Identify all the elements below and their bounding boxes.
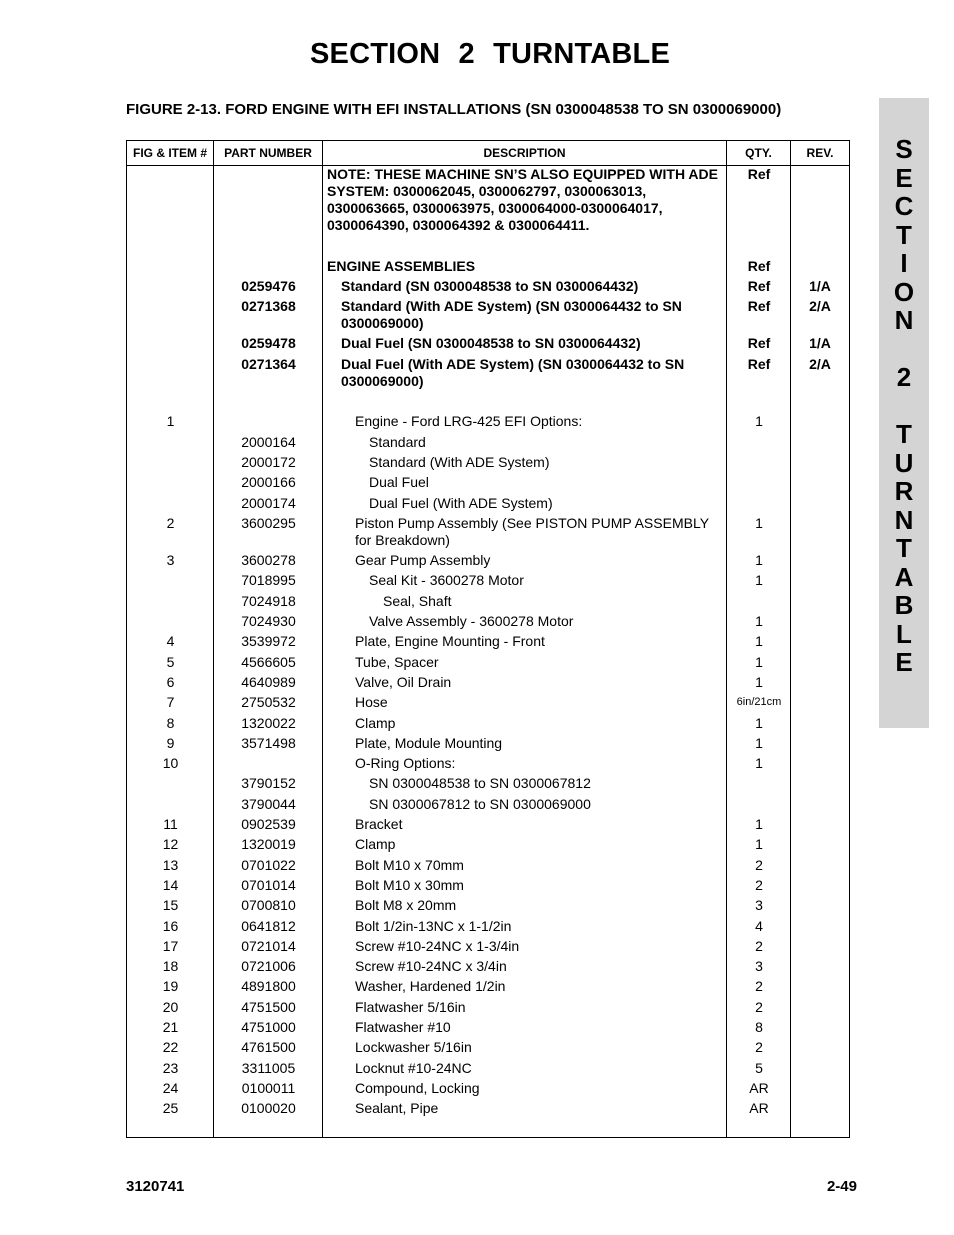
figure-title: FIGURE 2-13. FORD ENGINE WITH EFI INSTALLATIONS (SN 0300048538 TO SN 0300069000) bbox=[126, 101, 782, 118]
quantity: Ref bbox=[747, 355, 771, 372]
table-row bbox=[127, 654, 849, 674]
description: Seal, Shaft bbox=[383, 592, 452, 609]
quantity: 1 bbox=[755, 653, 763, 670]
part-number: 3571498 bbox=[241, 734, 296, 751]
side-tab-letter bbox=[879, 392, 929, 421]
description: Clamp bbox=[355, 836, 396, 853]
item-number: 4 bbox=[166, 633, 175, 650]
table-row bbox=[127, 495, 849, 515]
part-number: 0271364 bbox=[241, 355, 296, 372]
quantity: 2 bbox=[755, 876, 763, 893]
table-row bbox=[127, 978, 849, 998]
table-row bbox=[127, 298, 849, 335]
part-number: 3600278 bbox=[241, 552, 296, 569]
part-number: 7024930 bbox=[241, 613, 296, 630]
header-rev: REV. bbox=[806, 146, 834, 160]
part-number: 1320019 bbox=[241, 836, 296, 853]
item-number: 24 bbox=[162, 1079, 179, 1096]
quantity: 1 bbox=[755, 552, 763, 569]
item-number: 13 bbox=[162, 856, 179, 873]
parts-table bbox=[126, 140, 850, 1138]
table-row bbox=[127, 633, 849, 653]
description: Dual Fuel (SN 0300048538 to SN 0300064432) bbox=[341, 335, 641, 352]
part-number: 7024918 bbox=[241, 592, 296, 609]
table-row bbox=[127, 1060, 849, 1080]
table-row bbox=[127, 877, 849, 897]
description: Screw #10-24NC x 3/4in bbox=[355, 958, 507, 975]
part-number: 2750532 bbox=[241, 694, 296, 711]
description: Clamp bbox=[355, 714, 396, 731]
quantity: 5 bbox=[755, 1059, 763, 1076]
section-side-tab bbox=[879, 98, 929, 728]
table-row bbox=[127, 999, 849, 1019]
part-number: 4891800 bbox=[241, 978, 296, 995]
quantity: 1 bbox=[755, 836, 763, 853]
table-row bbox=[127, 897, 849, 917]
description: Compound, Locking bbox=[355, 1079, 480, 1096]
quantity: Ref bbox=[747, 166, 771, 182]
table-row bbox=[127, 755, 849, 775]
quantity: AR bbox=[749, 1100, 769, 1117]
table-row bbox=[127, 335, 849, 355]
table-row bbox=[127, 434, 849, 454]
quantity: 3 bbox=[755, 958, 763, 975]
table-row bbox=[127, 166, 849, 237]
description: Standard (With ADE System) bbox=[369, 453, 550, 470]
table-row bbox=[127, 715, 849, 735]
side-tab-letter: T bbox=[896, 219, 912, 250]
description: Bolt M10 x 30mm bbox=[355, 876, 464, 893]
part-number: 0701014 bbox=[241, 876, 296, 893]
part-number: 2000166 bbox=[241, 474, 296, 491]
description: NOTE: THESE MACHINE SN’S ALSO EQUIPPED WITH ADE SYSTEM: 0300062045, 0300062797, 0300063013, 0300063665, 0300063975, 0300064000-0300064017, 0300064390, 0300064392 & 0300064411. bbox=[327, 166, 718, 233]
part-number: 4751000 bbox=[241, 1018, 296, 1035]
description: Gear Pump Assembly bbox=[355, 552, 491, 569]
item-number: 21 bbox=[162, 1018, 179, 1035]
item-number: 8 bbox=[166, 714, 175, 731]
part-number: 3311005 bbox=[241, 1059, 296, 1076]
quantity: 1 bbox=[755, 714, 763, 731]
description: Valve, Oil Drain bbox=[355, 673, 452, 690]
table-row bbox=[127, 393, 849, 413]
part-number: 1320022 bbox=[241, 714, 296, 731]
table-row bbox=[127, 1100, 849, 1120]
part-number: 2000174 bbox=[241, 494, 296, 511]
table-row bbox=[127, 735, 849, 755]
part-number: 4640989 bbox=[241, 673, 296, 690]
part-number: 0700810 bbox=[241, 897, 296, 914]
quantity: 1 bbox=[755, 734, 763, 751]
item-number: 14 bbox=[162, 876, 179, 893]
side-tab-letter: R bbox=[894, 476, 914, 506]
side-tab-letter: N bbox=[894, 305, 914, 335]
header-qty: QTY. bbox=[745, 146, 772, 160]
quantity: 1 bbox=[755, 755, 763, 772]
item-number: 23 bbox=[162, 1059, 179, 1076]
table-row bbox=[127, 593, 849, 613]
table-row bbox=[127, 572, 849, 592]
part-number: 0271368 bbox=[241, 298, 296, 315]
item-number: 18 bbox=[162, 958, 179, 975]
item-number: 16 bbox=[162, 917, 179, 934]
quantity: Ref bbox=[747, 298, 771, 315]
quantity: 1 bbox=[755, 413, 763, 430]
item-number: 5 bbox=[166, 653, 175, 670]
description: Dual Fuel (With ADE System) bbox=[369, 494, 553, 511]
side-tab-letter: N bbox=[894, 504, 914, 535]
item-number: 12 bbox=[162, 836, 179, 853]
table-row bbox=[127, 454, 849, 474]
part-number: 4566605 bbox=[241, 653, 296, 670]
table-row bbox=[127, 515, 849, 552]
table-row bbox=[127, 1080, 849, 1100]
item-number: 20 bbox=[162, 998, 179, 1015]
header-item: FIG & ITEM # bbox=[132, 146, 207, 160]
side-tab-letter: A bbox=[894, 561, 914, 592]
table-row bbox=[127, 278, 849, 298]
table-row bbox=[127, 796, 849, 816]
doc-number: 3120741 bbox=[126, 1178, 185, 1195]
table-row bbox=[127, 237, 849, 257]
table-row bbox=[127, 613, 849, 633]
description: Washer, Hardened 1/2in bbox=[355, 978, 506, 995]
part-number: 4761500 bbox=[241, 1039, 296, 1056]
description: Flatwasher 5/16in bbox=[355, 998, 466, 1015]
part-number: 0100011 bbox=[241, 1079, 296, 1096]
description: O-Ring Options: bbox=[355, 755, 456, 772]
quantity: Ref bbox=[747, 257, 771, 274]
side-tab-letter: B bbox=[894, 590, 914, 620]
item-number: 2 bbox=[166, 514, 175, 531]
side-tab-letter: I bbox=[900, 248, 908, 278]
item-number: 15 bbox=[162, 897, 179, 914]
side-tab-letter: C bbox=[894, 191, 914, 221]
item-number: 3 bbox=[166, 552, 175, 569]
table-row bbox=[127, 938, 849, 958]
part-number: 3790044 bbox=[241, 795, 296, 812]
quantity: 2 bbox=[755, 937, 763, 954]
quantity: 2 bbox=[755, 978, 763, 995]
description: Tube, Spacer bbox=[355, 653, 439, 670]
header-part-number: PART NUMBER bbox=[224, 146, 312, 160]
table-row bbox=[127, 356, 849, 393]
side-tab-letter: E bbox=[895, 647, 913, 677]
part-number: 0641812 bbox=[241, 917, 296, 934]
description: Dual Fuel bbox=[369, 474, 429, 491]
description: Bolt M10 x 70mm bbox=[355, 856, 464, 873]
description: Bolt 1/2in-13NC x 1-1/2in bbox=[355, 917, 512, 934]
quantity: 2 bbox=[755, 1039, 763, 1056]
part-number: 0701022 bbox=[241, 856, 296, 873]
revision: 1/A bbox=[809, 335, 831, 352]
description: Standard (With ADE System) (SN 0300064432 to SN 0300069000) bbox=[341, 298, 682, 332]
quantity: 1 bbox=[755, 514, 763, 531]
quantity: AR bbox=[749, 1079, 769, 1096]
revision: 2/A bbox=[809, 298, 831, 315]
quantity: 6in/21cm bbox=[736, 696, 782, 709]
description: Lockwasher 5/16in bbox=[355, 1039, 472, 1056]
quantity: 8 bbox=[755, 1018, 763, 1035]
page-number: 2-49 bbox=[826, 1178, 857, 1195]
quantity: Ref bbox=[747, 335, 771, 352]
side-tab-letter: T bbox=[896, 533, 912, 563]
table-row bbox=[127, 816, 849, 836]
quantity: Ref bbox=[747, 277, 771, 294]
part-number: 0259478 bbox=[241, 335, 296, 352]
description: Seal Kit - 3600278 Motor bbox=[369, 572, 524, 589]
table-row bbox=[127, 474, 849, 494]
table-row bbox=[127, 413, 849, 433]
table-row bbox=[127, 857, 849, 877]
part-number: 0259476 bbox=[241, 277, 296, 294]
quantity: 3 bbox=[755, 897, 763, 914]
quantity: 2 bbox=[755, 856, 763, 873]
table-row bbox=[127, 1039, 849, 1059]
quantity: 1 bbox=[755, 816, 763, 833]
part-number: 0902539 bbox=[241, 816, 296, 833]
item-number: 22 bbox=[162, 1039, 179, 1056]
part-number: 2000172 bbox=[241, 453, 296, 470]
item-number: 7 bbox=[166, 694, 175, 711]
description: Screw #10-24NC x 1-3/4in bbox=[355, 937, 520, 954]
table-body bbox=[127, 166, 849, 1120]
revision: 1/A bbox=[809, 277, 831, 294]
header-description: DESCRIPTION bbox=[483, 146, 566, 160]
side-tab-letter: L bbox=[896, 618, 912, 649]
side-tab-letter: T bbox=[896, 419, 912, 449]
part-number: 3790152 bbox=[241, 775, 296, 792]
description: Plate, Engine Mounting - Front bbox=[355, 633, 545, 650]
section-title: SECTION 2 TURNTABLE bbox=[310, 38, 670, 70]
description: Flatwasher #10 bbox=[355, 1018, 451, 1035]
table-row bbox=[127, 552, 849, 572]
side-tab-letters bbox=[879, 135, 929, 677]
description: Sealant, Pipe bbox=[355, 1100, 439, 1117]
part-number: 0721006 bbox=[241, 958, 296, 975]
part-number: 7018995 bbox=[241, 572, 296, 589]
item-number: 19 bbox=[162, 978, 179, 995]
part-number: 3539972 bbox=[241, 633, 296, 650]
table-row bbox=[127, 694, 849, 714]
part-number: 3600295 bbox=[241, 514, 296, 531]
description: Bolt M8 x 20mm bbox=[355, 897, 457, 914]
item-number: 25 bbox=[162, 1100, 179, 1117]
table-row bbox=[127, 836, 849, 856]
description: Standard bbox=[369, 433, 426, 450]
part-number: 0721014 bbox=[241, 937, 296, 954]
quantity: 1 bbox=[755, 673, 763, 690]
table-row bbox=[127, 958, 849, 978]
part-number: 4751500 bbox=[241, 998, 296, 1015]
description: Valve Assembly - 3600278 Motor bbox=[369, 613, 574, 630]
side-tab-letter: U bbox=[894, 447, 914, 478]
item-number: 17 bbox=[162, 937, 179, 954]
item-number: 11 bbox=[163, 816, 178, 833]
description: Locknut #10-24NC bbox=[355, 1059, 472, 1076]
quantity: 1 bbox=[755, 572, 763, 589]
table-row bbox=[127, 674, 849, 694]
description: Plate, Module Mounting bbox=[355, 734, 503, 751]
description: SN 0300067812 to SN 0300069000 bbox=[369, 795, 591, 812]
description: Piston Pump Assembly (See PISTON PUMP ASSEMBLY for Breakdown) bbox=[355, 514, 709, 548]
side-tab-letter: 2 bbox=[896, 362, 912, 392]
description: Hose bbox=[355, 694, 388, 711]
description: Dual Fuel (With ADE System) (SN 0300064432 to SN 0300069000) bbox=[341, 355, 685, 389]
description: Bracket bbox=[355, 816, 403, 833]
description: SN 0300048538 to SN 0300067812 bbox=[369, 775, 591, 792]
item-number: 6 bbox=[166, 673, 175, 690]
side-tab-letter: E bbox=[895, 162, 913, 193]
item-number: 9 bbox=[166, 734, 175, 751]
quantity: 1 bbox=[755, 633, 763, 650]
revision: 2/A bbox=[809, 355, 831, 372]
item-number: 1 bbox=[166, 413, 175, 430]
side-tab-letter bbox=[879, 335, 929, 364]
description: ENGINE ASSEMBLIES bbox=[327, 257, 476, 274]
item-number: 10 bbox=[162, 755, 179, 772]
table-row bbox=[127, 775, 849, 795]
quantity: 2 bbox=[755, 998, 763, 1015]
description: Engine - Ford LRG-425 EFI Options: bbox=[355, 413, 583, 430]
part-number: 0100020 bbox=[241, 1100, 296, 1117]
quantity: 1 bbox=[755, 613, 763, 630]
table-row bbox=[127, 258, 849, 278]
side-tab-letter: O bbox=[893, 276, 915, 307]
quantity: 4 bbox=[755, 917, 763, 934]
table-row bbox=[127, 918, 849, 938]
part-number: 2000164 bbox=[241, 433, 296, 450]
description: Standard (SN 0300048538 to SN 0300064432) bbox=[341, 277, 639, 294]
side-tab-letter: S bbox=[895, 134, 913, 164]
table-row bbox=[127, 1019, 849, 1039]
